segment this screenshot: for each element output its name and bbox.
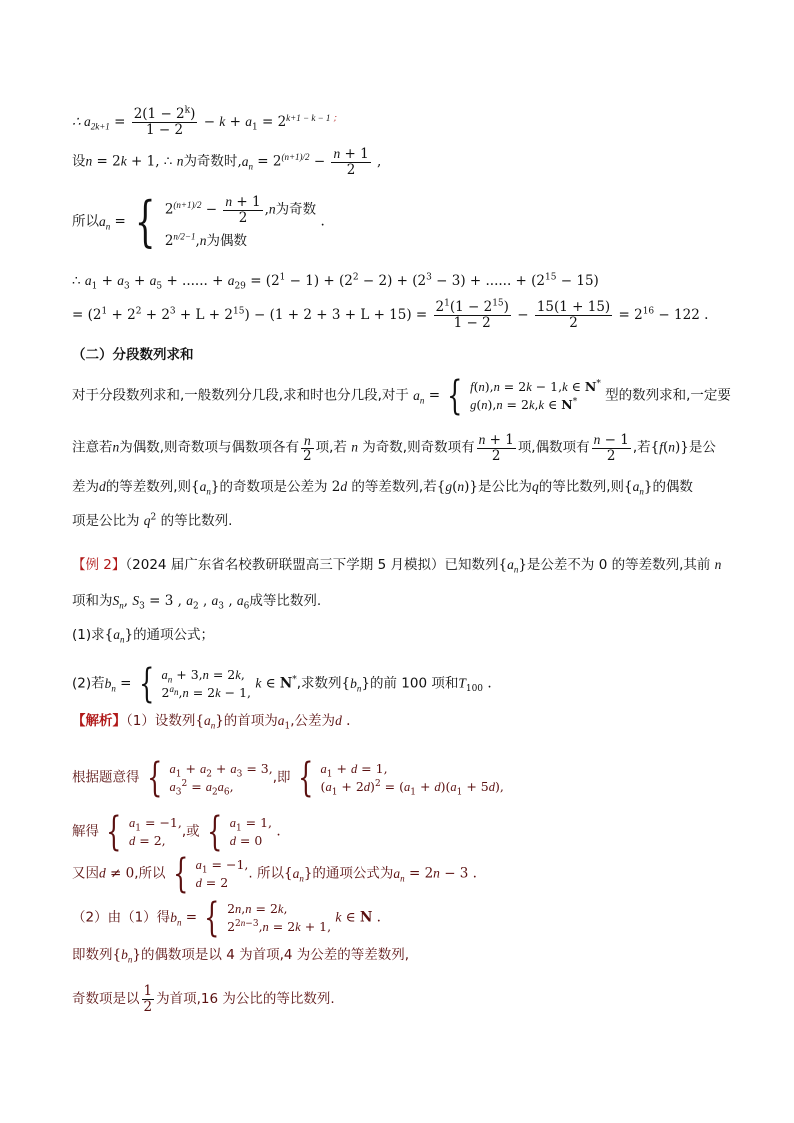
- sum-odd-line2: = $(2^1 + 2^2 + 2^3 + L + 2^{15}) - (1 + 2 + 3 + L + 15)$ = $\frac{2^1(1 - 2^{15})}{1 - 2}$ − $\frac{15(1 + 15)}{2}$ = $2^{16} - 122$ .: [72, 298, 709, 331]
- paragraph-line-4: 项是公比为 $q^2$ 的等比数列.: [72, 512, 233, 529]
- semicolon: ；: [332, 113, 342, 124]
- odd-term-line: 设n = 2k + 1, ∴ n为奇数时$,a_n = 2^{(n+1)/2}$ − $\frac{n + 1}{2}$ ,: [72, 146, 382, 178]
- solution-line-3: 解得 { $a_1 = -1$, d = 2, ,或 { $a_1 = 1$, d = 0 .: [72, 809, 281, 855]
- question-1: (1)求$\{a_n\}$的通项公式；: [72, 627, 215, 645]
- example-line-1: 【例 2】（2024 届广东省名校教研联盟高三下学期 5 月模拟）已知数列$\{a_n\}$是公差不为 0 的等差数列,其前 n: [72, 557, 722, 575]
- sum-odd-line1: ∴ $a_1 + a_3 + a_5$ + ...... + $a_{29} = (2^1 - 1) + (2^2 - 2) + (2^3 - 3)$ + ...... + $(2^{15} - 15)$: [72, 272, 599, 292]
- solution-tag: 【解析】: [72, 713, 126, 729]
- paragraph-line-3: 差为d的等差数列,则$\{a_n\}$的奇数项是公差为 2d 的等差数列,若{g(n)}是公比为q的等比数列,则$\{a_n\}$的偶数: [72, 479, 693, 497]
- solution-line-2: 根据题意得 { $a_1 + a_2 + a_3 = 3$, $a_3^2 = a_2a_6$, ,即 { $a_1 + d = 1$, $(a_1 + 2d)^2 = (a_1 + d)(a_1 + 5d)$,: [72, 755, 504, 801]
- solution-line-1: 【解析】（1）设数列$\{a_n\}$的首项为$a_1$,公差为d .: [72, 713, 351, 732]
- section-heading: （二）分段数列求和: [72, 347, 194, 363]
- paragraph-line-1: 对于分段数列求和,一般数列分几段,求和时也分几段,对于 $a_n$ = { f(n),n = 2k − 1,k ∈ N* g(n),n = 2k,k ∈ N* 型的数列求和,一定要: [72, 373, 731, 419]
- solution-line-4: 又因d ≠ 0,所以 { $a_1 = -1$, d = 2 . 所以$\{a_n\}$的通项公式为$a_n = 2n - 3$ .: [72, 851, 477, 897]
- question-2: (2)若$b_n$ = { $a_n + 3,n = 2k$, $2^{a_n},n = 2k - 1$, k ∈ N*,求数列$\{b_n\}$的前 100 项和$T_{100}$ .: [72, 661, 492, 707]
- example-tag: 【例 2】: [72, 557, 126, 573]
- solution-line-5: （2）由（1）得$b_n$ = { 2n,n = 2k, $2^{2n-3},n = 2k + 1$, k ∈ N .: [72, 895, 381, 941]
- formula-a2k1: ∴ $a_{2k+1}$ = $\frac{2(1 - 2^k)}{1 - 2}$ − $k + a_1 = 2^{k+1 - k - 1 ;}$: [72, 105, 342, 138]
- example-line-2: 项和为$S_n$, $S_3 = 3$ , $a_2$ , $a_3$ , $a_6$成等比数列.: [72, 593, 322, 612]
- paragraph-line-2: 注意若n为偶数,则奇数项与偶数项各有 $\frac{n}{2}$ 项,若 n 为奇数,则奇数项有 $\frac{n + 1}{2}$ 项,偶数项有 $\frac{n - 1}{2}$ ,若{f(n)}是公: [72, 432, 716, 464]
- solution-line-7: 奇数项是以 $\frac{1}{2}$ 为首项,16 为公比的等比数列.: [72, 983, 335, 1015]
- solution-line-6: 即数列$\{b_n\}$的偶数项是以 4 为首项,4 为公差的等差数列,: [72, 947, 410, 965]
- piecewise-an: 所以$a_n$ = { $2^{(n+1)/2}$ − $\frac{n + 1}{2}$ ,n为奇数 $2^{n/2-1},n$为偶数 .: [72, 190, 325, 253]
